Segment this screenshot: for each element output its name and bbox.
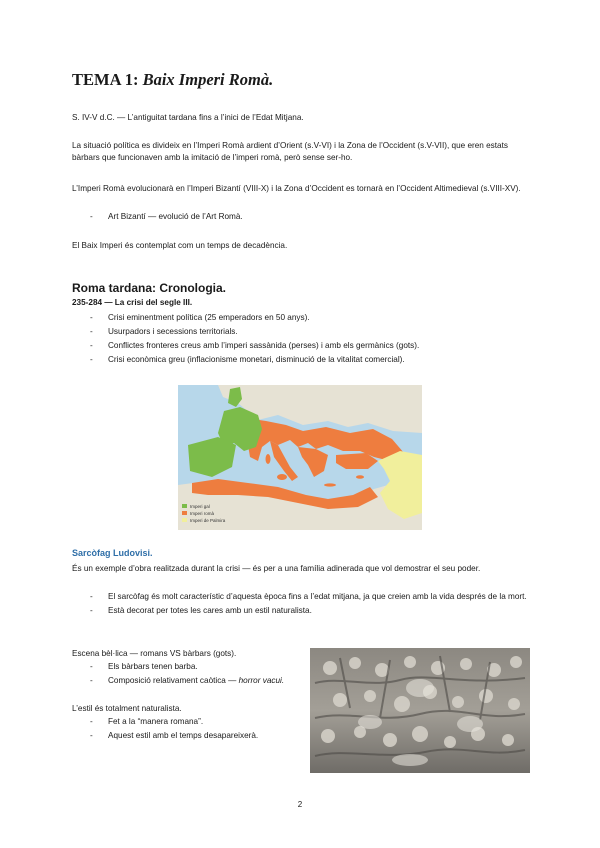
legend-label-gallic: Imperi gal — [190, 504, 210, 509]
crisis-bullet-list — [72, 311, 532, 367]
style-bullet-list — [72, 715, 304, 743]
byzantine-bullet: - Art Bizantí — evolució de l’Art Romà. — [72, 210, 532, 224]
legend-label-palmyra: Imperi de Palmira — [190, 518, 226, 523]
page-title: TEMA 1: Baix Imperi Romà. — [72, 70, 274, 89]
map-cyprus — [356, 475, 364, 479]
list-item: - Composició relativament caòtica — horror vacui. — [72, 674, 304, 688]
list-item: - Aquest estil amb el temps desapareixerà. — [72, 729, 304, 743]
list-item: - El sarcòfag és molt característic d’aquesta època fins a l’edat mitjana, ja que creien amb la vida després de la mort. — [72, 590, 532, 604]
legend-swatch-roman — [182, 511, 187, 515]
list-item: - Està decorat per totes les cares amb un estil naturalista. — [72, 604, 532, 618]
legend-swatch-gallic — [182, 504, 187, 508]
roman-empire-map — [178, 385, 422, 530]
list-item: - Fet a la “manera romana”. — [72, 715, 304, 729]
sarcophagus-bullet-list — [72, 590, 532, 618]
page-number: 2 — [297, 800, 303, 809]
style-line: L’estil és totalment naturalista. — [72, 704, 182, 713]
crisis-line: 235-284 — La crisi del segle III. — [72, 298, 193, 307]
scene-line: Escena bèl·lica — romans VS bàrbars (gots). — [72, 649, 237, 658]
list-item: - Crisi econòmica greu (inflacionisme monetari, disminució de la vitalitat comercial). — [72, 353, 532, 367]
map-sardinia — [266, 454, 271, 464]
sarcophagus-heading: Sarcòfag Ludovisi. — [72, 548, 153, 558]
sarcophagus-ludovisi-photo — [310, 648, 530, 773]
list-item: - Usurpadors i secessions territorials. — [72, 325, 532, 339]
map-sicily — [277, 474, 287, 480]
legend-label-roman: Imperi romà — [190, 511, 215, 516]
legend-swatch-palmyra — [182, 518, 187, 522]
paragraph-political: La situació política es divideix en l’Imperi Romà ardient d’Orient (s.V-VI) i la Zona de l’Occident (s.V-VII), que eren estats bàrbars que funcionaven amb la imitació de l’imperi romà, però sense ser-ho. — [72, 141, 508, 162]
intro-line: S. IV-V d.C. — L’antiguitat tardana fins a l’inici de l’Edat Mitjana. — [72, 113, 304, 122]
paragraph-evolution: L’Imperi Romà evolucionarà en l’Imperi Bizantí (VIII-X) i la Zona d’Occident es tornarà en l’Occident Altimedieval (s.VIII-XV). — [72, 184, 521, 193]
paragraph-decadence: El Baix Imperi és contemplat com un temps de decadència. — [72, 241, 288, 250]
list-item: - Conflictes fronteres creus amb l’imperi sassànida (perses) i amb els germànics (gots). — [72, 339, 532, 353]
map-crete — [324, 483, 336, 486]
list-item: - Crisi eminentment política (25 emperadors en 50 anys). — [72, 311, 532, 325]
sarcophagus-intro: És un exemple d’obra realitzada durant la crisi — és per a una família adinerada que vol demostrar el seu poder. — [72, 564, 481, 573]
section-heading: Roma tardana: Cronologia. — [72, 281, 227, 295]
scene-bullet-list — [72, 660, 304, 688]
list-item: - Els bàrbars tenen barba. — [72, 660, 304, 674]
page-title-italic: Baix Imperi Romà. — [142, 70, 274, 89]
